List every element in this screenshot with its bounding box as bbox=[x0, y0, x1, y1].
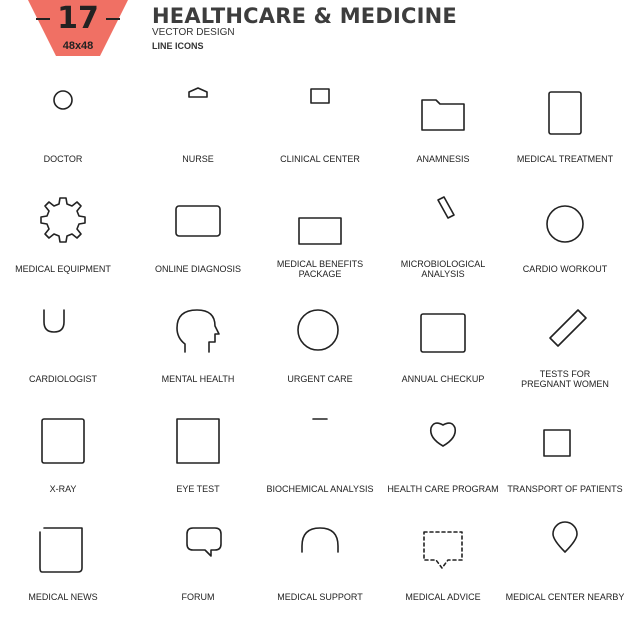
headset-icon bbox=[295, 524, 345, 574]
icon-tile-3 bbox=[259, 80, 381, 180]
icon-label: NURSE bbox=[182, 154, 214, 164]
ambulance-icon bbox=[540, 416, 590, 466]
heart-hand-icon bbox=[418, 416, 468, 466]
icon-tile-17 bbox=[137, 410, 259, 510]
icon-tile-24 bbox=[382, 518, 504, 618]
icon-tile-25 bbox=[504, 518, 626, 618]
icon-label: BIOCHEMICAL ANALYSIS bbox=[266, 484, 374, 494]
icon-tile-18 bbox=[259, 410, 381, 510]
folder-icon bbox=[418, 86, 468, 136]
icon-tile-8 bbox=[259, 190, 381, 290]
gear-cross-icon bbox=[38, 196, 88, 246]
icon-tile-5 bbox=[504, 80, 626, 180]
icon-tile-11 bbox=[2, 300, 124, 400]
clipboard-icon bbox=[540, 86, 590, 136]
icon-tile-12 bbox=[137, 300, 259, 400]
icon-tile-20 bbox=[504, 410, 626, 510]
icon-tile-9 bbox=[382, 190, 504, 290]
icon-tile-23 bbox=[259, 518, 381, 618]
page-subtitle: VECTOR DESIGN bbox=[152, 27, 235, 38]
icon-label: MEDICAL EQUIPMENT bbox=[15, 264, 111, 274]
icon-label: MEDICAL SUPPORT bbox=[277, 592, 363, 602]
icon-tile-4 bbox=[382, 80, 504, 180]
icon-label: ONLINE DIAGNOSIS bbox=[154, 264, 242, 274]
newspaper-icon bbox=[38, 524, 88, 574]
nurse-icon bbox=[173, 86, 223, 136]
clinic-building-icon bbox=[295, 86, 345, 136]
chat-bubbles-icon bbox=[173, 524, 223, 574]
icon-label: HEALTH CARE PROGRAM bbox=[387, 484, 499, 494]
icon-tile-2 bbox=[137, 80, 259, 180]
badge-size: 48x48 bbox=[62, 40, 94, 52]
badge-banner bbox=[28, 0, 128, 56]
icon-label: MENTAL HEALTH bbox=[161, 374, 235, 384]
clock-plus-icon bbox=[295, 306, 345, 356]
icon-label: CARDIO WORKOUT bbox=[522, 264, 608, 274]
icon-tile-13 bbox=[259, 300, 381, 400]
icon-label: MEDICAL BENEFITS PACKAGE bbox=[276, 259, 364, 279]
icon-tile-21 bbox=[2, 518, 124, 618]
icon-tile-14 bbox=[382, 300, 504, 400]
eye-chart-icon bbox=[173, 416, 223, 466]
page-title: HEALTHCARE & MEDICINE bbox=[152, 4, 457, 28]
doctor-icon bbox=[38, 86, 88, 136]
icon-label: URGENT CARE bbox=[287, 374, 353, 384]
icon-tile-19 bbox=[382, 410, 504, 510]
microscope-icon bbox=[418, 196, 468, 246]
head-lotus-icon bbox=[173, 306, 223, 356]
icon-tile-16 bbox=[2, 410, 124, 510]
icon-label: ANAMNESIS bbox=[416, 154, 470, 164]
icon-label: CLINICAL CENTER bbox=[280, 154, 360, 164]
icon-label: X-RAY bbox=[49, 484, 77, 494]
icon-tile-10 bbox=[504, 190, 626, 290]
icon-label: MEDICAL ADVICE bbox=[405, 592, 481, 602]
icon-label: MEDICAL NEWS bbox=[28, 592, 98, 602]
icon-label: CARDIOLOGIST bbox=[28, 374, 97, 384]
icon-label: MEDICAL CENTER NEARBY bbox=[505, 592, 625, 602]
stopwatch-heart-icon bbox=[540, 196, 590, 246]
icon-label: MEDICAL TREATMENT bbox=[516, 154, 614, 164]
pregnancy-test-icon bbox=[540, 306, 590, 356]
flask-icon bbox=[295, 416, 345, 466]
heart-box-icon bbox=[295, 196, 345, 246]
calendar-cross-icon bbox=[418, 306, 468, 356]
icon-label: TRANSPORT OF PATIENTS bbox=[507, 484, 623, 494]
xray-icon bbox=[38, 416, 88, 466]
stethoscope-icon bbox=[38, 306, 88, 356]
icon-label: MICROBIOLOGICAL ANALYSIS bbox=[400, 259, 486, 279]
icon-label: EYE TEST bbox=[176, 484, 220, 494]
badge-number: 17 bbox=[57, 1, 99, 36]
icon-tile-22 bbox=[137, 518, 259, 618]
icon-tile-6 bbox=[2, 190, 124, 290]
icon-label: TESTS FOR PREGNANT WOMEN bbox=[521, 369, 609, 389]
icon-label: FORUM bbox=[181, 592, 215, 602]
icon-label: ANNUAL CHECKUP bbox=[401, 374, 485, 384]
icon-tile-15 bbox=[504, 300, 626, 400]
map-pin-building-icon bbox=[540, 524, 590, 574]
speech-cross-icon bbox=[418, 524, 468, 574]
tablet-stethoscope-icon bbox=[173, 196, 223, 246]
icon-tile-1 bbox=[2, 80, 124, 180]
icon-label: DOCTOR bbox=[43, 154, 83, 164]
icon-tile-7 bbox=[137, 190, 259, 290]
page-category: LINE ICONS bbox=[152, 41, 204, 51]
